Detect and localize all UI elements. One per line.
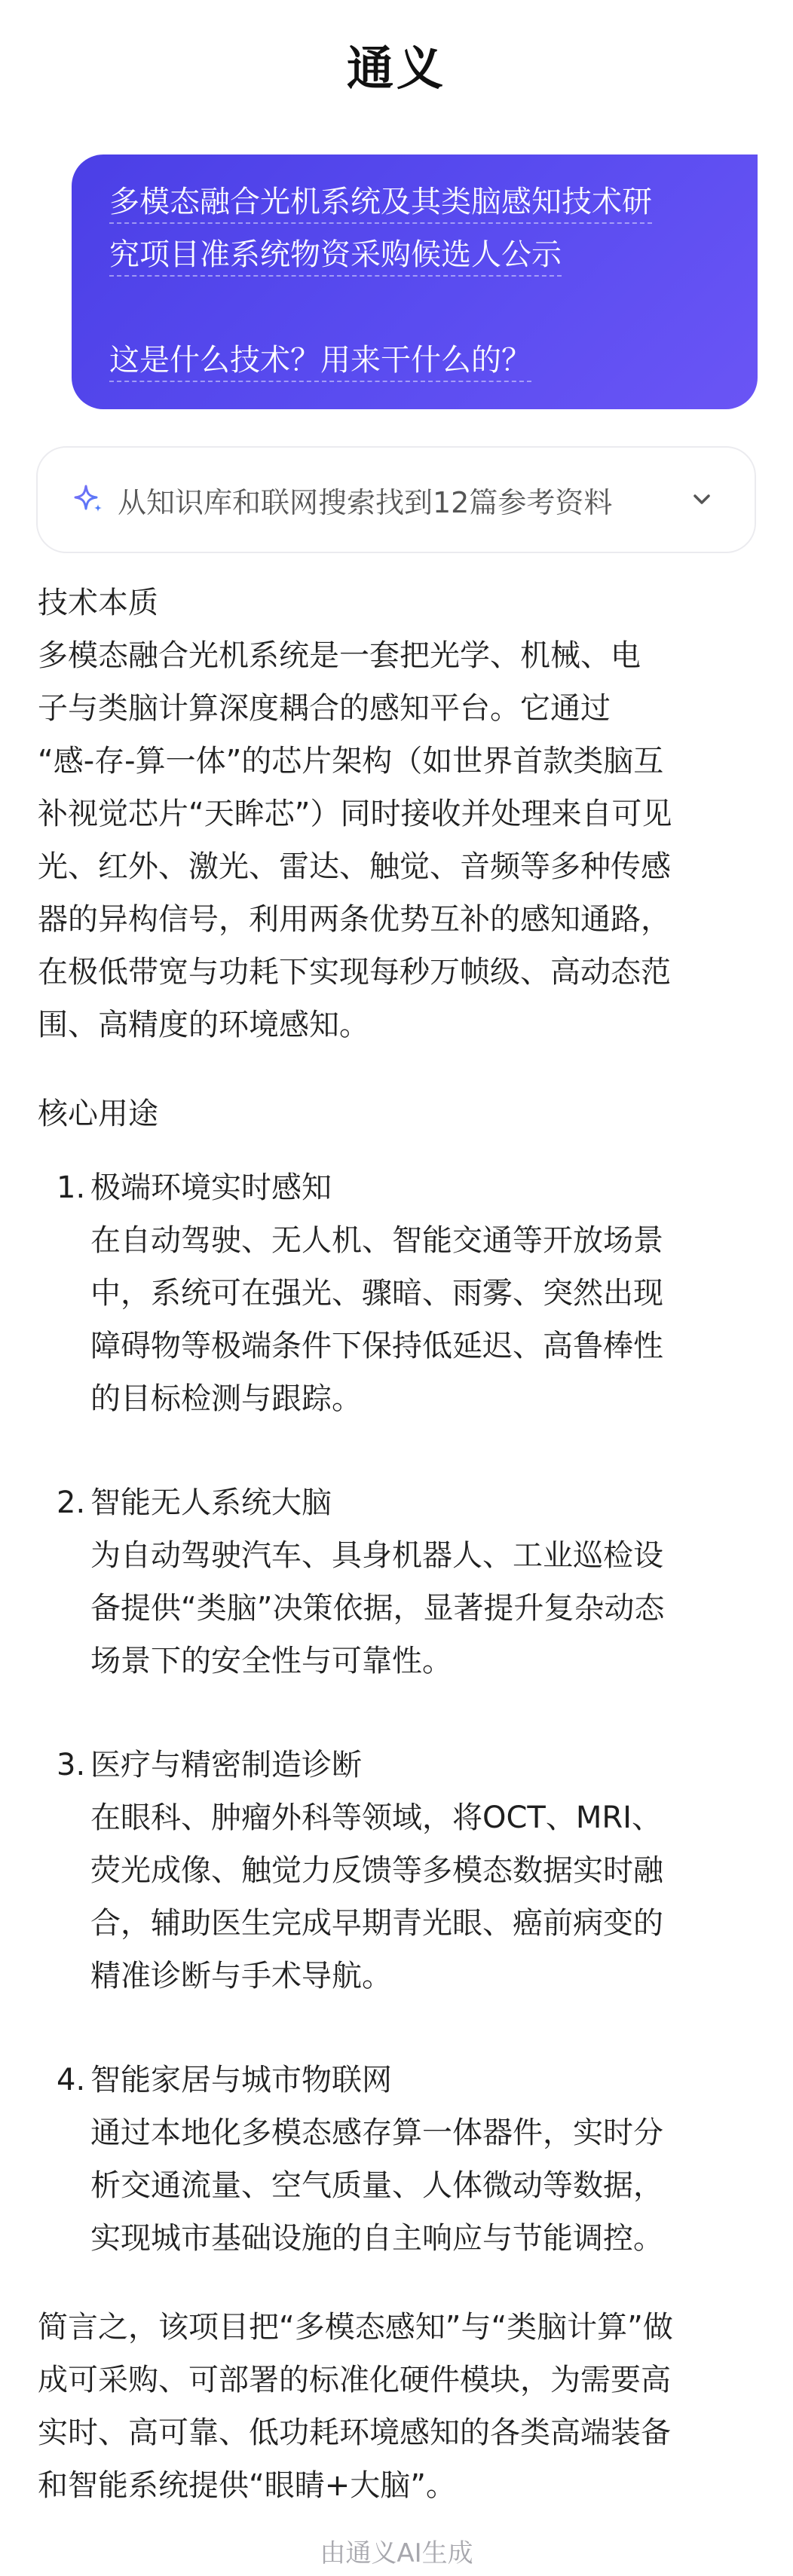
text-line: 中，系统可在强光、骤暗、雨雾、突然出现 bbox=[90, 1276, 663, 1311]
spacer bbox=[38, 1687, 761, 1718]
list-item bbox=[38, 1739, 761, 2002]
summary-paragraph bbox=[38, 2301, 761, 2512]
list-item bbox=[38, 1161, 761, 1425]
assistant-answer bbox=[38, 577, 761, 2512]
ai-generated-notice: 由通义AI生成 bbox=[320, 2538, 473, 2568]
text-line: 通过本地化多模态感存算一体器件，实时分 bbox=[90, 2116, 663, 2150]
list-number: 2. bbox=[57, 1485, 86, 1520]
list-item bbox=[38, 1476, 761, 1687]
page-title: 通义 bbox=[346, 40, 446, 96]
text-line: 器的异构信号，利用两条优势互补的感知通路， bbox=[38, 902, 671, 937]
text-line: 障碍物等极端条件下保持低延迟、高鲁棒性 bbox=[90, 1329, 663, 1363]
text-line: 合，辅助医生完成早期青光眼、癌前病变的 bbox=[90, 1906, 663, 1941]
section-heading: 技术本质 bbox=[38, 586, 158, 620]
text-line: 光、红外、激光、雷达、触觉、音频等多种传感 bbox=[38, 849, 671, 884]
sources-label: 从知识库和联网搜索找到12篇参考资料 bbox=[118, 485, 613, 519]
text-line: 和智能系统提供“眼睛+大脑”。 bbox=[38, 2468, 456, 2503]
user-message-line: 多模态融合光机系统及其类脑感知技术研 bbox=[109, 176, 727, 228]
spacer bbox=[38, 1051, 761, 1088]
user-question-line: 这是什么技术？用来干什么的？ bbox=[109, 334, 727, 387]
answer-paragraph bbox=[38, 629, 761, 1051]
spacer bbox=[38, 2265, 761, 2301]
text-line: “感-存-算一体”的芯片架构（如世界首款类脑互 bbox=[38, 744, 664, 779]
text-line: 析交通流量、空气质量、人体微动等数据， bbox=[90, 2168, 663, 2203]
text-line: 场景下的安全性与可靠性。 bbox=[90, 1644, 452, 1678]
user-message-bubble[interactable] bbox=[72, 154, 758, 409]
text-line: 为自动驾驶汽车、具身机器人、工业巡检设 bbox=[90, 1538, 663, 1573]
text-line: 实现城市基础设施的自主响应与节能调控。 bbox=[90, 2221, 663, 2256]
list-item-title: 极端环境实时感知 bbox=[90, 1170, 332, 1205]
text-line: 的目标检测与跟踪。 bbox=[90, 1381, 362, 1416]
list-number: 3. bbox=[57, 1748, 86, 1782]
text-line: 多模态融合光机系统是一套把光学、机械、电 bbox=[38, 638, 641, 673]
list-item-title: 医疗与精密制造诊断 bbox=[90, 1748, 362, 1782]
spacer bbox=[109, 281, 727, 334]
spacer bbox=[38, 1425, 761, 1455]
list-item bbox=[38, 2054, 761, 2265]
text-line: 围、高精度的环境感知。 bbox=[38, 1008, 369, 1042]
sources-expander[interactable] bbox=[36, 446, 756, 553]
list-item-title: 智能家居与城市物联网 bbox=[90, 2063, 392, 2097]
user-message-line: 究项目准系统物资采购候选人公示 bbox=[109, 228, 727, 281]
app-header bbox=[0, 0, 793, 128]
text-line: 备提供“类脑”决策依据，显著提升复杂动态 bbox=[90, 1591, 665, 1626]
text-line: 实时、高可靠、低功耗环境感知的各类高端装备 bbox=[38, 2415, 671, 2450]
text-line: 简言之，该项目把“多模态感知”与“类脑计算”做 bbox=[38, 2310, 673, 2345]
list-number: 4. bbox=[57, 2063, 86, 2097]
section-heading: 核心用途 bbox=[38, 1097, 158, 1131]
text-line: 在极低带宽与功耗下实现每秒万帧级、高动态范 bbox=[38, 955, 671, 990]
text-line: 在自动驾驶、无人机、智能交通等开放场景 bbox=[90, 1223, 663, 1258]
text-line: 成可采购、可部署的标准化硬件模块，为需要高 bbox=[38, 2363, 671, 2397]
chevron-down-icon[interactable] bbox=[688, 486, 715, 513]
text-line: 在眼科、肿瘤外科等领域，将OCT、MRI、 bbox=[90, 1800, 662, 1835]
sparkle-icon bbox=[69, 482, 106, 518]
text-line: 荧光成像、触觉力反馈等多模态数据实时融 bbox=[90, 1853, 663, 1888]
text-line: 补视觉芯片“天眸芯”）同时接收并处理来自可见 bbox=[38, 797, 672, 831]
text-line: 精准诊断与手术导航。 bbox=[90, 1959, 392, 1993]
spacer bbox=[38, 2002, 761, 2033]
list-number: 1. bbox=[57, 1170, 86, 1205]
list-item-title: 智能无人系统大脑 bbox=[90, 1485, 332, 1520]
text-line: 子与类脑计算深度耦合的感知平台。它通过 bbox=[38, 691, 611, 726]
